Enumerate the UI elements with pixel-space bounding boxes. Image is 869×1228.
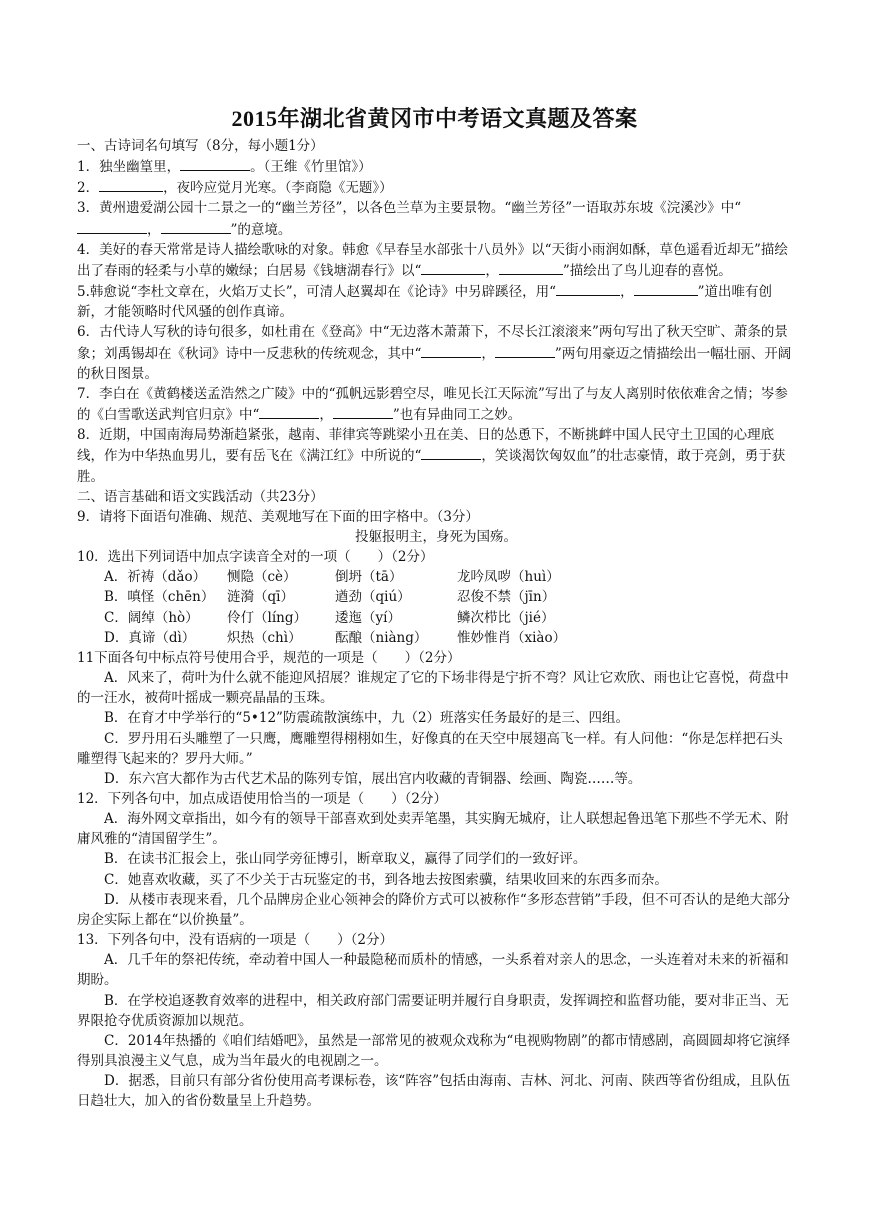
question-1: 1．独坐幽篁里， 。（王维《竹里馆》）	[77, 156, 795, 177]
answer-blank[interactable]	[77, 219, 147, 234]
answer-blank[interactable]	[180, 156, 250, 171]
question-9: 9．请将下面语句准确、规范、美观地写在下面的田字格中。（3分）	[77, 508, 479, 525]
question-3: 3．黄州遗爱湖公园十二景之一的“幽兰芳径”，以各色兰草为主要景物。“幽兰芳径”一语取苏东坡《浣溪沙》中“， ”的意境。	[77, 200, 742, 238]
question-11-option-d: D．东六宫大都作为古代艺术品的陈列专馆，展出宫内收藏的青铜器、绘画、陶瓷……等。	[104, 770, 642, 787]
page-title: 2015年湖北省黄冈市中考语文真题及答案	[231, 106, 638, 131]
question-10-option-b: B．嗔怪（chēn） 涟漪（qī） 遒劲（qiú） 忍俊不禁（jīn）	[104, 589, 556, 606]
answer-blank[interactable]	[421, 343, 481, 358]
question-12-option-a: A．海外网文章指出，如今有的领导干部喜欢到处卖弄笔墨，其实胸无城府，让人联想起鲁迅笔下那些不学无术、附庸风雅的“清国留学生”。	[77, 811, 789, 848]
question-11-option-b: B．在育才中学举行的“5•12”防震疏散演练中，九（2）班落实任务最好的是三、四组。	[104, 710, 630, 727]
question-8: 8．近期，中国南海局势渐趋紧张，越南、菲律宾等跳梁小丑在美、日的怂恿下，不断挑衅中国人民守土卫国的心理底线，作为中华热血男儿，要有岳飞在《满江红》中所说的“ ，笑谈渴饮匈奴血”的壮志豪情，敢于亮剑，勇于获胜。	[77, 427, 786, 485]
answer-blank[interactable]	[499, 260, 563, 275]
answer-blank[interactable]	[99, 177, 163, 192]
question-10: 10．选出下列词语中加点字读音全对的一项（ ）（2分）	[77, 549, 434, 566]
question-11-option-a: A．风来了，荷叶为什么就不能迎风招展？谁规定了它的下场非得是宁折不弯？风让它欢欣、雨也让它喜悦，荷盘中的一汪水，被荷叶摇成一颗亮晶晶的玉珠。	[77, 670, 789, 707]
question-13-option-d: D．据悉，目前只有部分省份使用高考课标卷，该“阵容”包括由海南、吉林、河北、河南、陕西等省份组成，且队伍日趋壮大，加入的省份数量呈上升趋势。	[77, 1073, 791, 1110]
question-10-option-d: D．真谛（dì） 炽热（chì） 酝酿（niàng） 惟妙惟肖（xiào）	[104, 629, 567, 646]
answer-blank[interactable]	[421, 445, 481, 460]
answer-blank[interactable]	[556, 281, 620, 296]
question-11-option-c: C．罗丹用石头雕塑了一只鹰，鹰雕塑得栩栩如生，好像真的在天空中展翅高飞一样。有人问他：“你是怎样把石头雕塑得飞起来的？罗丹大师。”	[77, 730, 783, 767]
question-13-option-a: A．几千年的祭祀传统，牵动着中国人一种最隐秘而质朴的情感，一头系着对亲人的思念，一头连着对未来的祈福和期盼。	[77, 952, 789, 989]
question-12: 12．下列各句中，加点成语使用恰当的一项是（ ）（2分）	[77, 791, 448, 807]
question-5: 5.韩愈说“李杜文章在，火焰万丈长”，可清人赵翼却在《论诗》中另辟蹊径，用“ ， ”道出唯有创新，才能领略时代风骚的创作真谛。	[77, 281, 795, 322]
question-4: 4．美好的春天常常是诗人描绘歌咏的对象。韩愈《早春呈水部张十八员外》以“天街小雨润如酥，草色遥看近却无”描绘出了春雨的轻柔与小草的嫩绿；白居易《钱塘湖春行》以“ ， ”描绘出了鸟儿迎春的喜悦。	[77, 241, 788, 279]
exam-content	[77, 136, 795, 1112]
question-13-option-c: C．2014年热播的《咱们结婚吧》，虽然是一部常见的被观众戏称为“电视购物剧”的都市情感剧，高圆圆却将它演绎得别具浪漫主义气息，成为当年最火的电视剧之一。	[77, 1032, 791, 1070]
section-heading-1: 一、古诗词名句填写（8分，每小题1分）	[77, 138, 324, 154]
answer-blank[interactable]	[259, 404, 319, 419]
question-12-option-c: C．她喜欢收藏，买了不少关于古玩鉴定的书，到各地去按图索骥，结果收回来的东西多而杂。	[104, 871, 668, 888]
answer-blank[interactable]	[421, 260, 485, 275]
question-12-option-d: D．从楼市表现来看，几个品牌房企业心领神会的降价方式可以被称作“多形态营销”手段，但不可否认的是绝大部分房企实际上都在“以价换量”。	[77, 891, 791, 928]
section-heading-2: 二、语言基础和语文实践活动（共23分）	[77, 488, 324, 505]
question-2: 2． ，夜吟应觉月光寒。（李商隐《无题》）	[77, 177, 795, 198]
answer-blank[interactable]	[495, 343, 555, 358]
answer-blank[interactable]	[634, 281, 698, 296]
question-13-option-b: B．在学校追逐教育效率的进程中，相关政府部门需要证明并履行自身职责，发挥调控和监督功能，要对非正当、无界限抢夺优质资源加以规范。	[77, 992, 789, 1029]
question-7: 7．李白在《黄鹤楼送孟浩然之广陵》中的“孤帆远影碧空尽，唯见长江天际流”写出了与友人离别时依依难舍之情；岑参的《白雪歌送武判官归京》中“ ， ”也有异曲同工之妙。	[77, 385, 788, 424]
answer-blank[interactable]	[161, 219, 231, 234]
question-10-option-c: C．阔绰（hò） 伶仃（líng） 逶迤（yí） 鳞次栉比（jié）	[104, 609, 555, 626]
question-9-text: 投躯报明主，身死为国殇。	[355, 528, 517, 545]
question-6: 6．古代诗人写秋的诗句很多，如杜甫在《登高》中“无边落木萧萧下，不尽长江滚滚来”两句写出了秋天空旷、萧条的景象；刘禹锡却在《秋词》诗中一反悲秋的传统观念，其中“ ， ”两句用豪迈之情描绘出一幅壮丽、开阔的秋日图景。	[77, 324, 792, 382]
question-12-option-b: B．在读书汇报会上，张山同学旁征博引，断章取义，赢得了同学们的一致好评。	[104, 851, 587, 868]
answer-blank[interactable]	[333, 404, 393, 419]
question-10-option-a: A．祈祷（dǎo） 恻隐（cè） 倒坍（tā） 龙吟凤哕（huì）	[104, 569, 560, 586]
question-11: 11下面各句中标点符号使用合乎，规范的一项是（ ）（2分）	[77, 649, 461, 666]
question-13: 13．下列各句中，没有语病的一项是（ ）（2分）	[77, 932, 394, 949]
